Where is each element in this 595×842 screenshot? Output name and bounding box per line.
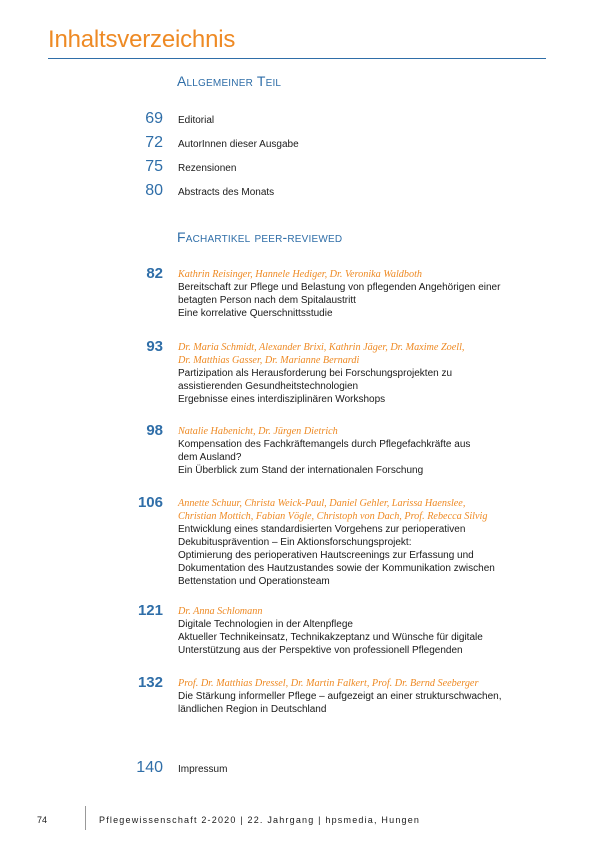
article-title-line: Entwicklung eines standardisierten Vorgehens zur perioperativen <box>178 524 466 535</box>
article-authors: Dr. Matthias Gasser, Dr. Marianne Bernardi <box>178 355 360 366</box>
toc-entry-label: AutorInnen dieser Ausgabe <box>178 139 299 150</box>
toc-entry-label: Impressum <box>178 764 228 775</box>
toc-page-number: 106 <box>137 494 163 511</box>
article-authors: Christian Mottich, Fabian Vögle, Christoph von Dach, Prof. Rebecca Silvig <box>178 511 488 522</box>
footer-page-number: 74 <box>37 815 48 825</box>
article-title-line: Dekubitusprävention – Ein Aktionsforschungsprojekt: <box>178 537 412 548</box>
article-title-line: Kompensation des Fachkräftemangels durch Pflegefachkräfte aus <box>178 439 471 450</box>
footer-divider <box>85 806 86 830</box>
article-title-line: Ein Überblick zum Stand der internationalen Forschung <box>178 465 424 476</box>
article-title-line: Eine korrelative Querschnittsstudie <box>178 308 333 319</box>
article-authors: Prof. Dr. Matthias Dressel, Dr. Martin Falkert, Prof. Dr. Bernd Seeberger <box>178 678 479 689</box>
article-title-line: betagten Person nach dem Spitalaustritt <box>178 295 356 306</box>
article-title-line: assistierenden Gesundheitstechnologien <box>178 381 359 392</box>
article-title-line: Bettenstation und Operationsteam <box>178 576 330 587</box>
toc-page-number: 132 <box>137 674 163 691</box>
toc-page-number: 140 <box>136 759 163 776</box>
article-authors: Kathrin Reisinger, Hannele Hediger, Dr. Veronika Waldboth <box>178 269 423 280</box>
toc-page-number: 121 <box>137 602 163 619</box>
article-title-line: Die Stärkung informeller Pflege – aufgezeigt an einer strukturschwachen, <box>178 691 502 702</box>
article-title-line: Unterstützung aus der Perspektive von professionell Pflegenden <box>178 645 463 656</box>
article-title-line: ländlichen Region in Deutschland <box>178 704 327 715</box>
page-title: Inhaltsverzeichnis <box>48 26 236 53</box>
article-title-line: Digitale Technologien in der Altenpflege <box>178 619 353 630</box>
footer-journal-info: Pflegewissenschaft 2-2020 | 22. Jahrgang | hpsmedia, Hungen <box>99 815 421 825</box>
toc-entry-editorial[interactable] <box>0 110 595 132</box>
article-title-line: Partizipation als Herausforderung bei Forschungsprojekten zu <box>178 368 453 379</box>
article-authors: Natalie Habenicht, Dr. Jürgen Dietrich <box>178 426 338 437</box>
toc-entry-impressum[interactable] <box>0 759 595 781</box>
toc-entry-autorinnen[interactable] <box>0 134 595 156</box>
toc-entry-label: Rezensionen <box>178 163 237 174</box>
toc-page-number: 80 <box>145 182 163 199</box>
article-authors: Dr. Maria Schmidt, Alexander Brixi, Kathrin Jäger, Dr. Maxime Zoell, <box>178 342 465 353</box>
article-authors: Dr. Anna Schlomann <box>178 606 263 617</box>
section-heading-peer-reviewed: Fachartikel peer-reviewed <box>177 229 343 245</box>
toc-entry-abstracts[interactable] <box>0 182 595 204</box>
toc-page-number: 82 <box>146 265 163 282</box>
toc-page-number: 72 <box>145 134 163 151</box>
toc-page-number: 93 <box>146 338 163 355</box>
toc-entry-rezensionen[interactable] <box>0 158 595 180</box>
article-title-line: Optimierung des perioperativen Hautscreenings zur Erfassung und <box>178 550 474 561</box>
article-title-line: dem Ausland? <box>178 452 242 463</box>
article-title-line: Dokumentation des Hautzustandes sowie der Kommunikation zwischen <box>178 563 495 574</box>
article-title-line: Ergebnisse eines interdisziplinären Workshops <box>178 394 386 405</box>
article-title-line: Aktueller Technikeinsatz, Technikakzeptanz und Wünsche für digitale <box>178 632 483 643</box>
article-title-line: Bereitschaft zur Pflege und Belastung von pflegenden Angehörigen einer <box>178 282 501 293</box>
toc-page-number: 98 <box>146 422 163 439</box>
toc-page-number: 69 <box>145 110 163 127</box>
title-rule <box>48 58 546 59</box>
article-authors: Annette Schuur, Christa Weick-Paul, Daniel Gehler, Larissa Haenslee, <box>178 498 466 509</box>
section-heading-general: Allgemeiner Teil <box>177 73 282 89</box>
toc-page-number: 75 <box>145 158 163 175</box>
toc-entry-label: Editorial <box>178 115 215 126</box>
toc-entry-label: Abstracts des Monats <box>178 187 275 198</box>
